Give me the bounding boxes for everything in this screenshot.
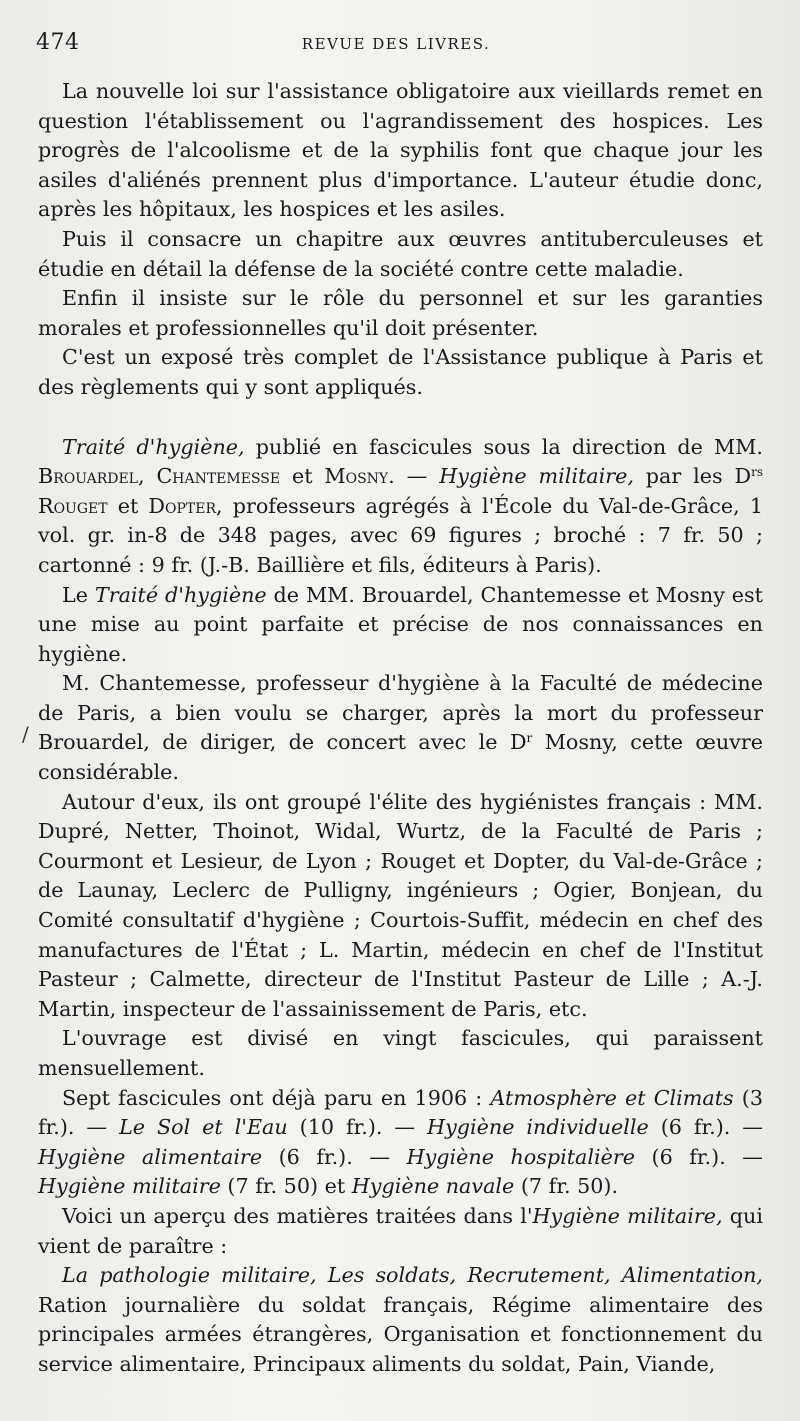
review-heading: Traité d'hygiène, publié en fascicules sous la direction de MM. Brouardel, Chantemesse et Mosny. — Hygiène militaire, par les $D^{rs}$ Rouget et Dopter, professeurs agrégés à l'École du Val-de-Grâce, 1 vol. gr. in-8 de 348 pages, avec 69 figures ; broché : 7 fr. 50 ; cartonné : 9 fr. (J.-B. Baillière et fils, éditeurs à Paris). xyxy=(38,434,763,577)
director-name: Brouardel xyxy=(38,464,138,489)
paragraph-published: Sept fascicules ont déjà paru en 1906 : Atmosphère et Climats (3 fr.). — Le Sol et l'Eau (10 fr.). — Hygiène individuelle (6 fr.). — Hygiène alimentaire (6 fr.). — Hygiène hospitalière (6 fr.). — Hygiène militaire (7 fr. 50) et Hygiène navale (7 fr. 50). xyxy=(38,1085,764,1199)
paragraph-tuberculosis: Puis il consacre un chapitre aux œuvres antituberculeuses et étudie en détail la défense de la société contre cette maladie. xyxy=(38,226,763,281)
review-book-title: Traité d'hygiène, xyxy=(62,434,245,459)
running-title: REVUE DES LIVRES. xyxy=(301,35,491,53)
page-number: 474 xyxy=(36,30,80,55)
margin-mark: / xyxy=(22,722,29,746)
paragraph-hygienists: Autour d'eux, ils ont groupé l'élite des hygiénistes français : MM. Dupré, Netter, Thoinot, Widal, Wurtz, de la Faculté de Paris ; Courmont et Lesieur, de Lyon ; Rouget et Dopter, du Val-de-Grâce ; de Launay, Leclerc de Pulligny, ingénieurs ; Ogier, Bonjean, du Comité consultatif d'hygiène ; Courtois-Suffit, médecin en chef des manufactures de l'État ; L. Martin, médecin en chef de l'Institut Pasteur ; Calmette, directeur de l'Institut Pasteur de Lille ; A.-J. Martin, inspecteur de l'assainissement de Paris, etc. xyxy=(38,789,763,1021)
paragraph-fascicules: L'ouvrage est divisé en vingt fascicules, qui paraissent mensuellement. xyxy=(38,1026,763,1080)
page-header xyxy=(36,30,756,64)
paragraph-assistance-law: La nouvelle loi sur l'assistance obligatoire aux vieillards remet en question l'établissement ou l'agrandissement des hospices. Les progrès de l'alcoolisme et de la syphilis font que chaque jour les asiles d'aliénés prennent plus d'importance. L'auteur étudie donc, après les hôpitaux, les hospices et les asiles. xyxy=(38,79,763,222)
paragraph-personnel: Enfin il insiste sur le rôle du personnel et sur les garanties morales et professionnelles qu'il doit présenter. xyxy=(38,286,763,340)
paragraph-chantemesse: M. Chantemesse, professeur d'hygiène à la Faculté de médecine de Paris, a bien voulu se charger, après la mort du professeur Brouardel, de diriger, de concert avec le $D^r$ Mosny, cette œuvre considérable. xyxy=(38,671,763,785)
paragraph-overview: Voici un aperçu des matières traitées dans l'Hygiène militaire, qui vient de paraître : xyxy=(38,1203,763,1258)
director-name: Chantemesse xyxy=(156,464,281,489)
author-name: Dopter xyxy=(148,493,216,518)
director-name: Mosny xyxy=(324,464,389,489)
body-text xyxy=(38,77,763,1380)
publication-details: , professeurs agrégés à l'École du Val-de-Grâce, 1 vol. gr. in-8 de 348 pages, avec 69 figures ; broché : 7 fr. 50 ; cartonné : 9 fr. (J.-B. Baillière et fils, éditeurs à Paris). xyxy=(38,493,763,577)
paragraph-contents: La pathologie militaire, Les soldats, Recrutement, Alimentation, Ration journalière du soldat français, Régime alimentaire des principales armées étrangères, Organisation et fonctionnement du service alimentaire, Principaux aliments du soldat, Pain, Viande, xyxy=(38,1263,763,1376)
author-name: Rouget xyxy=(38,493,108,518)
paragraph-treatise: Le Traité d'hygiène de MM. Brouardel, Chantemesse et Mosny est une mise au point parfaite et précise de nos connaissances en hygiène. xyxy=(38,582,763,666)
volume-title: Hygiène militaire, xyxy=(439,464,634,489)
paragraph-summary: C'est un exposé très complet de l'Assistance publique à Paris et des règlements qui y sont appliqués. xyxy=(38,345,763,399)
